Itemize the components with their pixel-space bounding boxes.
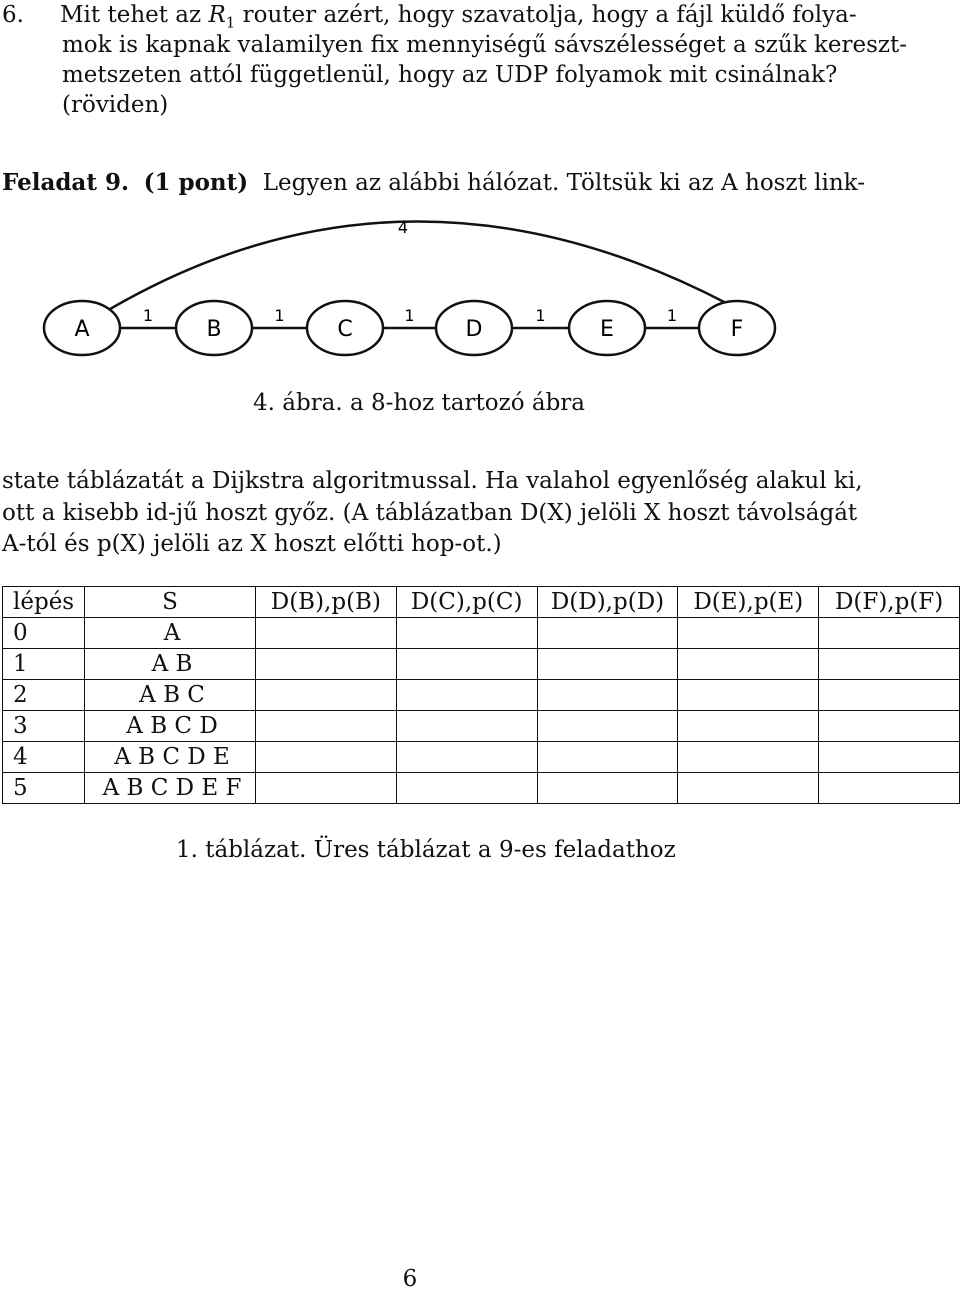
table-caption: 1. táblázat. Üres táblázat a 9-es feladathoz — [176, 837, 676, 863]
empty-cell[interactable] — [819, 649, 960, 680]
task-label: Feladat 9. — [2, 169, 129, 196]
empty-cell[interactable] — [537, 680, 678, 711]
empty-cell[interactable] — [819, 618, 960, 649]
node-label: B — [206, 317, 222, 342]
empty-cell[interactable] — [255, 742, 396, 773]
step-cell: 4 — [3, 742, 85, 773]
table-row — [3, 618, 960, 649]
s-set-cell: A B — [85, 649, 256, 680]
empty-cell[interactable] — [678, 773, 819, 804]
empty-cell[interactable] — [537, 618, 678, 649]
step-cell: 5 — [3, 773, 85, 804]
table-row — [3, 649, 960, 680]
table-header-cell: S — [85, 587, 256, 618]
router-variable: R — [208, 2, 226, 28]
step-cell: 0 — [3, 618, 85, 649]
empty-cell[interactable] — [678, 742, 819, 773]
step-cell: 3 — [3, 711, 85, 742]
empty-cell[interactable] — [255, 711, 396, 742]
empty-cell[interactable] — [537, 773, 678, 804]
empty-cell[interactable] — [819, 742, 960, 773]
node-f — [699, 301, 775, 355]
empty-cell[interactable] — [819, 680, 960, 711]
s-set-cell: A B C D E — [85, 742, 256, 773]
empty-cell[interactable] — [255, 680, 396, 711]
node-a — [44, 301, 120, 355]
task-9-line-3: ott a kisebb id-jű hoszt győz. (A táblázatban D(X) jelöli X hoszt távolságát — [2, 500, 858, 526]
edge-weight-c-d: 1 — [404, 306, 415, 325]
task-9-line-4: A-tól és p(X) jelöli az X hoszt előtti hop-ot.) — [2, 531, 502, 557]
empty-cell[interactable] — [255, 649, 396, 680]
node-label: F — [730, 317, 744, 342]
table-row — [3, 742, 960, 773]
table-row — [3, 680, 960, 711]
empty-cell[interactable] — [396, 711, 537, 742]
empty-cell[interactable] — [396, 773, 537, 804]
table-header-cell: D(E),p(E) — [678, 587, 819, 618]
table-header-cell: lépés — [3, 587, 85, 618]
task-9-line-2: state táblázatát a Dijkstra algoritmussal. Ha valahol egyenlőség alakul ki, — [2, 468, 863, 494]
question-6-line-1 — [2, 0, 857, 30]
table-header-row — [3, 587, 960, 618]
task-9-heading — [2, 168, 865, 198]
step-cell: 2 — [3, 680, 85, 711]
edge-weight-b-c: 1 — [274, 306, 285, 325]
question-text-part: Mit tehet az — [60, 2, 209, 28]
node-c — [307, 301, 383, 355]
figure-caption: 4. ábra. a 8-hoz tartozó ábra — [253, 390, 585, 416]
node-label: D — [465, 317, 483, 342]
table-header-cell: D(B),p(B) — [255, 587, 396, 618]
empty-cell[interactable] — [678, 680, 819, 711]
empty-cell[interactable] — [255, 618, 396, 649]
edge-weight-d-e: 1 — [535, 306, 546, 325]
table-header-cell: D(D),p(D) — [537, 587, 678, 618]
task-intro: Legyen az alábbi hálózat. Töltsük ki az A hoszt link- — [262, 170, 865, 196]
table-row — [3, 773, 960, 804]
node-e — [569, 301, 645, 355]
router-subscript: 1 — [225, 13, 236, 32]
node-label: E — [600, 317, 614, 342]
s-set-cell: A — [85, 618, 256, 649]
step-cell: 1 — [3, 649, 85, 680]
question-6-line-4: (röviden) — [62, 92, 169, 118]
empty-cell[interactable] — [396, 618, 537, 649]
table-row — [3, 711, 960, 742]
question-number: 6. — [2, 2, 24, 28]
s-set-cell: A B C D — [85, 711, 256, 742]
empty-cell[interactable] — [396, 649, 537, 680]
question-6-line-2: mok is kapnak valamilyen fix mennyiségű sávszélességet a szűk kereszt- — [62, 32, 908, 58]
node-label: C — [337, 317, 353, 342]
edge-weight-e-f: 1 — [666, 306, 678, 325]
edge-weight-a-b: 1 — [142, 306, 154, 325]
node-d — [436, 301, 512, 355]
edge-weight-a-f: 4 — [397, 218, 409, 237]
s-set-cell: A B C — [85, 680, 256, 711]
table-header-cell: D(F),p(F) — [819, 587, 960, 618]
edge-a-f — [105, 221, 728, 312]
question-6-line-3: metszeten attól függetlenül, hogy az UDP folyamok mit csinálnak? — [62, 62, 838, 88]
question-text-part: router azért, hogy szavatolja, hogy a fájl küldő folya- — [235, 2, 857, 28]
dijkstra-table — [2, 586, 960, 804]
empty-cell[interactable] — [537, 649, 678, 680]
empty-cell[interactable] — [255, 773, 396, 804]
page-number: 6 — [402, 1266, 418, 1292]
s-set-cell: A B C D E F — [85, 773, 256, 804]
network-graph — [0, 205, 960, 375]
empty-cell[interactable] — [537, 742, 678, 773]
empty-cell[interactable] — [396, 680, 537, 711]
empty-cell[interactable] — [678, 618, 819, 649]
empty-cell[interactable] — [819, 773, 960, 804]
empty-cell[interactable] — [678, 649, 819, 680]
empty-cell[interactable] — [396, 742, 537, 773]
empty-cell[interactable] — [537, 711, 678, 742]
empty-cell[interactable] — [678, 711, 819, 742]
task-points: (1 pont) — [143, 169, 249, 196]
node-label: A — [74, 317, 90, 342]
empty-cell[interactable] — [819, 711, 960, 742]
node-b — [176, 301, 252, 355]
table-header-cell: D(C),p(C) — [396, 587, 537, 618]
